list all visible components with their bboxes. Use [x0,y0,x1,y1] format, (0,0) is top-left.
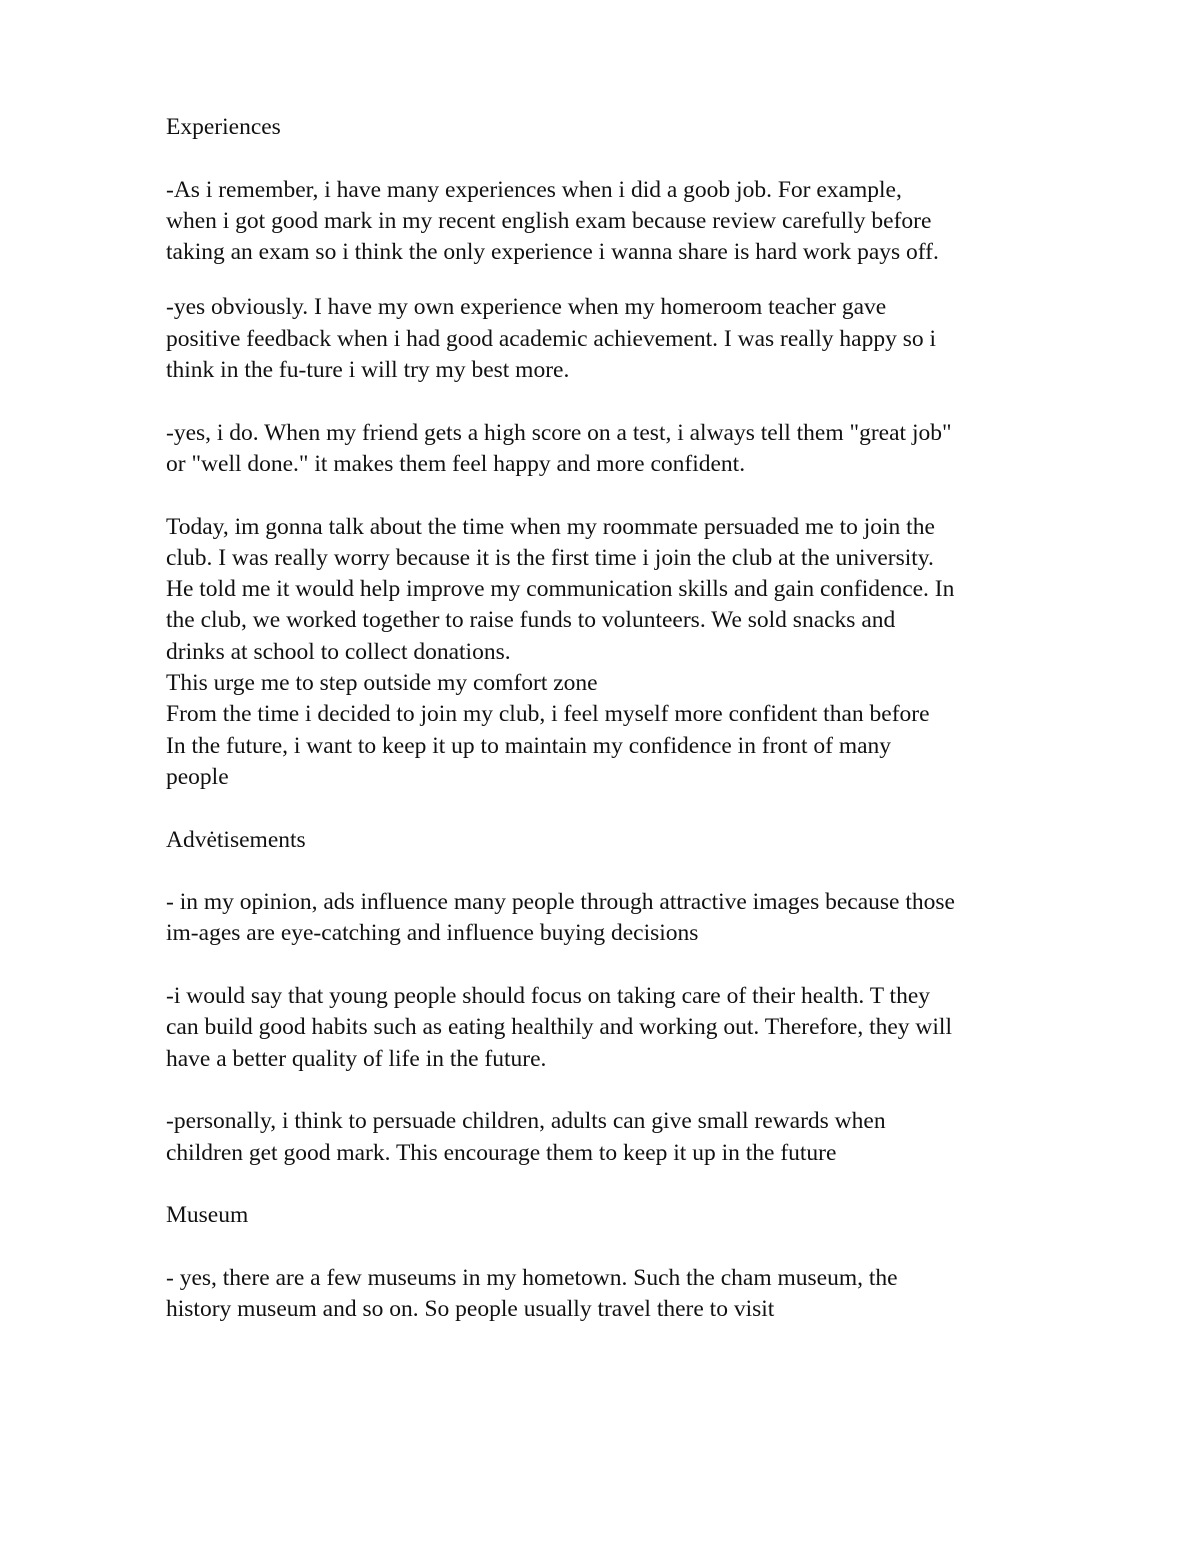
paragraph-advertisements-answer-3 [166,1106,1101,1169]
spacer [166,268,1101,292]
paragraph-experiences-story [166,512,1101,794]
paragraph-advertisements-answer-2 [166,981,1101,1075]
text-line: positive feedback when i had good academic achievement. I was really happy so i [166,325,936,352]
text-line: - in my opinion, ads influence many people through attractive images because those [166,889,955,916]
document-body [166,112,1101,1325]
text-line: -personally, i think to persuade children, adults can give small rewards when [166,1108,886,1135]
text-line: -yes, i do. When my friend gets a high score on a test, i always tell them "great job" [166,419,952,446]
text-line: Today, im gonna talk about the time when my roommate persuaded me to join the [166,513,935,540]
paragraph-experiences-answer-1 [166,175,1101,269]
text-line: -yes obviously. I have my own experience when my homeroom teacher gave [166,294,887,321]
paragraph-museum-answer-1 [166,1263,1101,1326]
text-line: or "well done." it makes them feel happy and more confident. [166,450,746,477]
text-line: the club, we worked together to raise funds to volunteers. We sold snacks and [166,607,896,634]
text-line: -As i remember, i have many experiences when i did a goob job. For example, [166,176,902,203]
text-line: -i would say that young people should focus on taking care of their health. T they [166,983,931,1010]
text-line: can build good habits such as eating healthily and working out. Therefore, they will [166,1014,952,1041]
spacer [166,143,1101,174]
spacer [166,1169,1101,1200]
section-heading-experiences: Experiences [166,114,281,140]
text-line: drinks at school to collect donations. [166,638,511,665]
text-line: - yes, there are a few museums in my hometown. Such the cham museum, the [166,1264,898,1291]
text-line: im-ages are eye-catching and influence buying decisions [166,920,699,947]
paragraph-advertisements-answer-1 [166,887,1101,950]
paragraph-experiences-answer-2 [166,292,1101,386]
text-line: children get good mark. This encourage them to keep it up in the future [166,1139,837,1166]
spacer [166,950,1101,981]
spacer [166,480,1101,511]
text-line: In the future, i want to keep it up to maintain my confidence in front of many [166,732,892,759]
section-heading-museum: Museum [166,1202,249,1229]
text-line: think in the fu-ture i will try my best more. [166,357,570,384]
section-heading-advertisements: Advėtisements [166,826,306,853]
paragraph-experiences-answer-3 [166,418,1101,481]
text-line: history museum and so on. So people usually travel there to visit [166,1295,775,1322]
spacer [166,856,1101,887]
spacer [166,386,1101,417]
text-line: have a better quality of life in the future. [166,1045,547,1072]
text-line: This urge me to step outside my comfort zone [166,670,598,697]
text-line: He told me it would help improve my communication skills and gain confidence. In [166,576,955,603]
text-line: club. I was really worry because it is the first time i join the club at the university. [166,544,934,571]
text-line: From the time i decided to join my club, i feel myself more confident than before [166,701,930,728]
text-line: taking an exam so i think the only experience i wanna share is hard work pays off. [166,239,939,266]
text-line: people [166,763,229,790]
spacer [166,1075,1101,1106]
spacer [166,793,1101,824]
text-line: when i got good mark in my recent english exam because review carefully before [166,207,932,234]
spacer [166,1231,1101,1262]
